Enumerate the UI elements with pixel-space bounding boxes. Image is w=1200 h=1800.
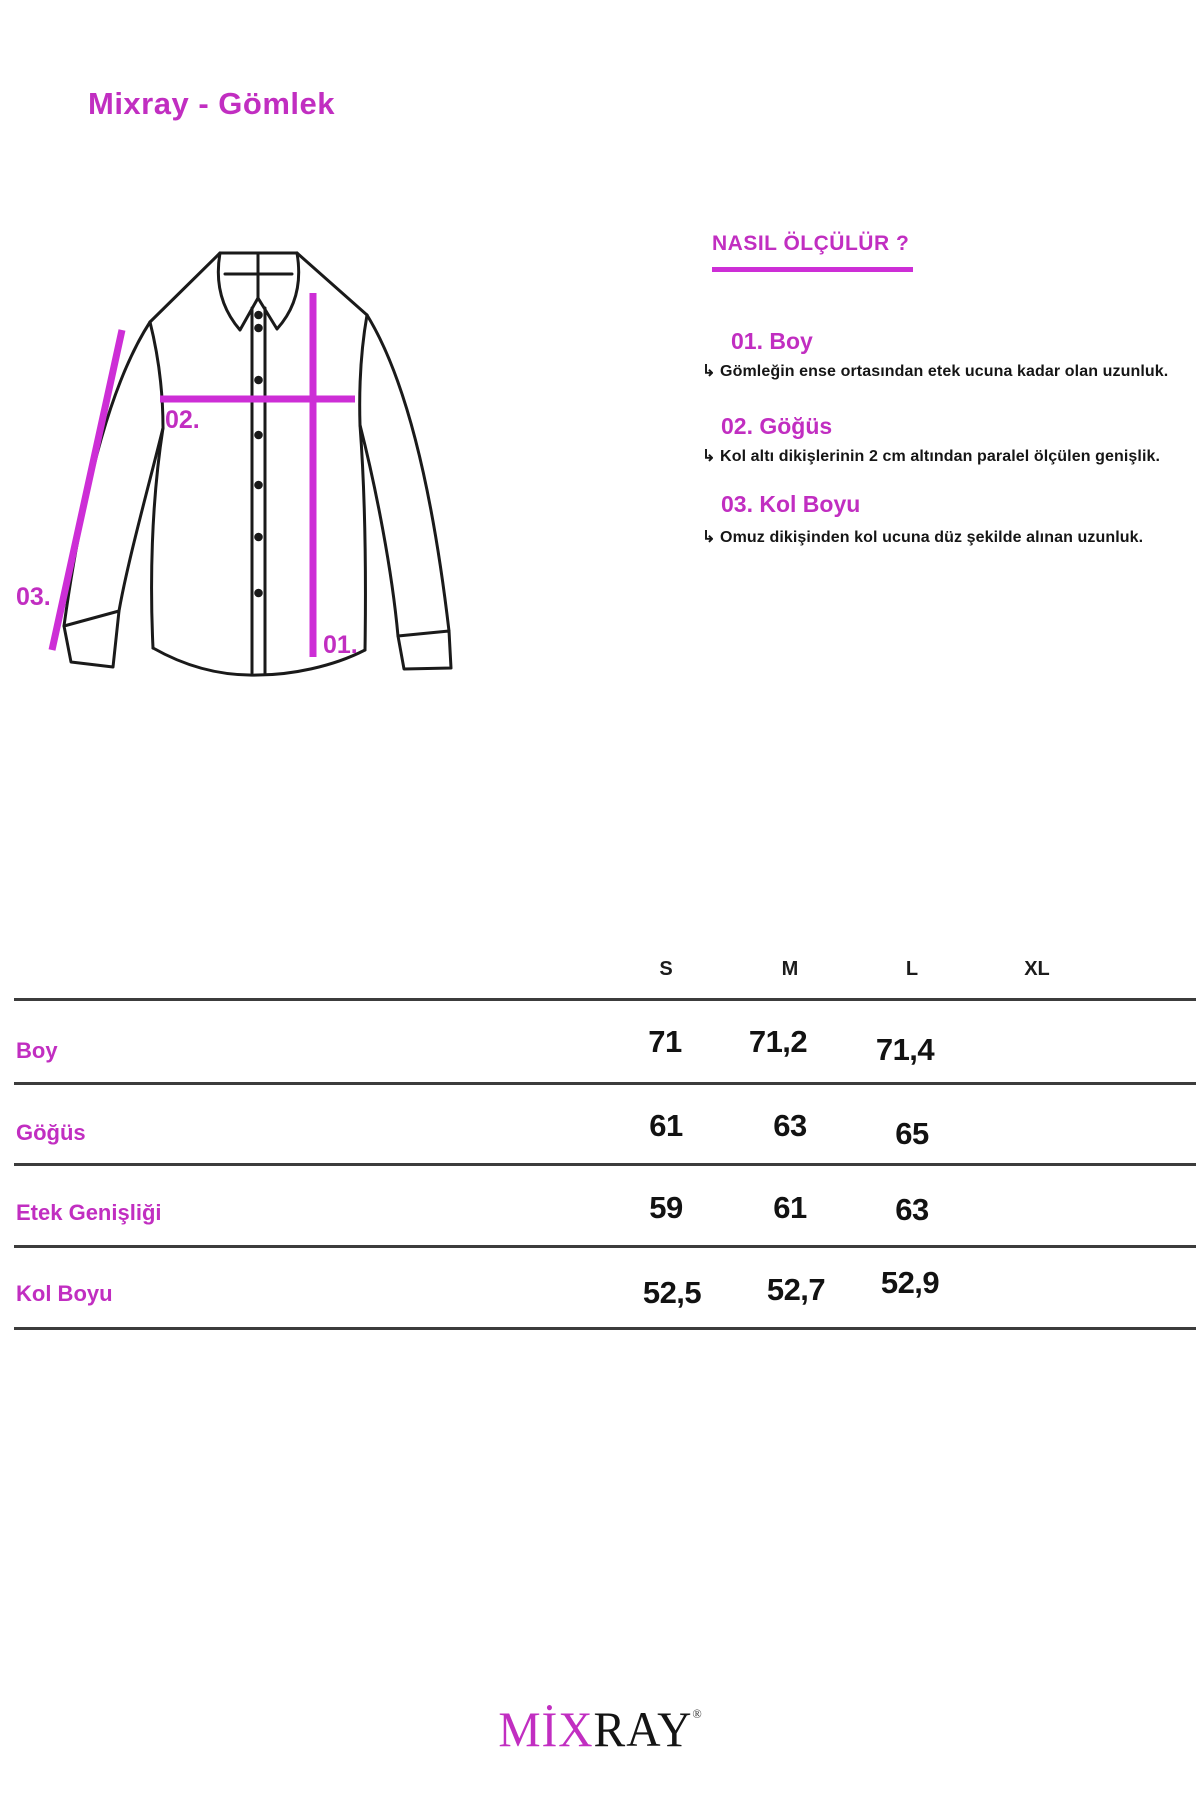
row-label-boy: Boy bbox=[16, 1038, 58, 1063]
how-to-measure-heading: NASIL ÖLÇÜLÜR ? bbox=[712, 232, 910, 255]
shoulder-seam-left bbox=[150, 253, 220, 322]
measurement-lines bbox=[52, 293, 355, 657]
buttons bbox=[254, 311, 263, 598]
cell-etek-l: 63 bbox=[895, 1192, 929, 1227]
measure-item-desc-boy: ↳ Gömleğin ense ortasından etek ucuna kadar olan uzunluk. bbox=[702, 363, 1169, 380]
body-side-right bbox=[360, 425, 365, 650]
cell-boy-s: 71 bbox=[648, 1024, 682, 1059]
page-title: Mixray - Gömlek bbox=[88, 86, 335, 121]
cell-boy-m: 71,2 bbox=[748, 1024, 808, 1059]
measure-item-label-kolboyu: 03. Kol Boyu bbox=[721, 491, 861, 517]
armhole-left bbox=[150, 322, 163, 428]
column-header-m: M bbox=[781, 958, 799, 980]
sleeve-measure-label: 03. bbox=[16, 583, 51, 611]
sleeve-left-inner bbox=[119, 428, 163, 611]
heading-underline bbox=[712, 267, 913, 272]
cell-kolboyu-m: 52,7 bbox=[766, 1272, 826, 1307]
measure-item-desc-kolboyu: ↳ Omuz dikişinden kol ucuna düz şekilde alınan uzunluk. bbox=[702, 529, 1144, 546]
measure-item-label-gogus: 02. Göğüs bbox=[721, 413, 833, 439]
armhole-right bbox=[360, 315, 367, 425]
button bbox=[254, 589, 263, 598]
row-label-kolboyu: Kol Boyu bbox=[16, 1281, 113, 1306]
button bbox=[254, 481, 263, 490]
column-header-s: S bbox=[659, 958, 673, 980]
table-rule bbox=[14, 1163, 1196, 1166]
sleeve-measure-line bbox=[52, 330, 122, 650]
shoulder-seam-right bbox=[297, 253, 367, 315]
cuff-right bbox=[398, 631, 451, 669]
cell-kolboyu-s: 52,5 bbox=[642, 1275, 702, 1310]
measure-item-desc-gogus: ↳ Kol altı dikişlerinin 2 cm altından paralel ölçülen genişlik. bbox=[702, 448, 1161, 465]
row-label-etek: Etek Genişliği bbox=[16, 1200, 162, 1225]
cell-boy-l: 71,4 bbox=[875, 1032, 935, 1067]
cell-etek-s: 59 bbox=[649, 1190, 683, 1225]
cell-gogus-s: 61 bbox=[649, 1108, 683, 1143]
measure-item-label-boy: 01. Boy bbox=[731, 328, 813, 354]
table-rule bbox=[14, 1245, 1196, 1248]
column-header-l: L bbox=[905, 958, 919, 980]
brand-logo bbox=[498, 1700, 701, 1758]
table-rule bbox=[14, 998, 1196, 1001]
chest-measure-label: 02. bbox=[165, 406, 200, 434]
shirt-measurement-diagram bbox=[0, 190, 480, 700]
table-rule bbox=[14, 1082, 1196, 1085]
registered-mark: ® bbox=[692, 1706, 702, 1721]
column-header-xl: XL bbox=[1024, 958, 1050, 980]
button bbox=[254, 376, 263, 385]
brand-logo-mix: MİX bbox=[498, 1701, 594, 1757]
cell-gogus-m: 63 bbox=[773, 1108, 807, 1143]
sleeve-left-outer bbox=[64, 322, 150, 626]
cell-gogus-l: 65 bbox=[895, 1116, 929, 1151]
cuff-left bbox=[64, 611, 119, 667]
table-rule bbox=[14, 1327, 1196, 1330]
button bbox=[254, 311, 263, 320]
row-label-gogus: Göğüs bbox=[16, 1120, 86, 1145]
button bbox=[254, 533, 263, 542]
brand-logo-ray: RAY bbox=[593, 1701, 693, 1757]
button bbox=[254, 431, 263, 440]
cell-kolboyu-l: 52,9 bbox=[880, 1265, 940, 1300]
cell-etek-m: 61 bbox=[773, 1190, 807, 1225]
length-measure-label: 01. bbox=[323, 631, 358, 659]
button bbox=[254, 324, 263, 333]
sleeve-right-outer bbox=[367, 315, 449, 631]
footer bbox=[0, 1700, 1200, 1758]
